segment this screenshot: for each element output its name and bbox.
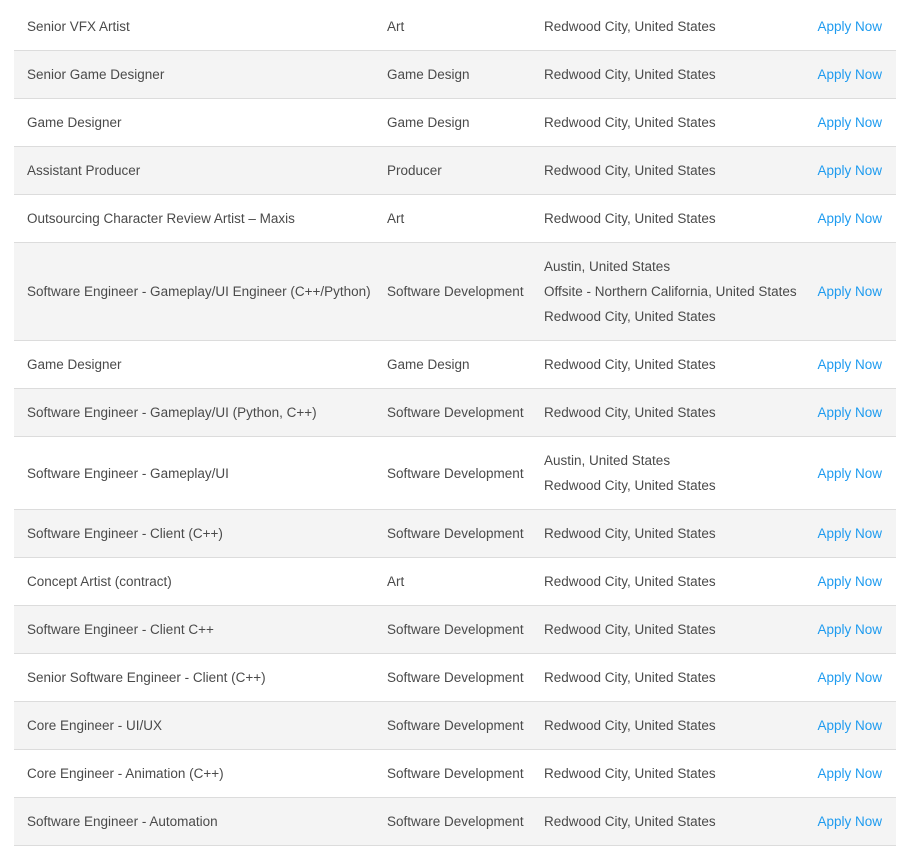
- apply-now-link[interactable]: Apply Now: [817, 526, 882, 541]
- job-row: [14, 750, 896, 798]
- job-category: Software Development: [387, 766, 524, 781]
- job-title: Senior Game Designer: [27, 67, 165, 82]
- job-location: Redwood City, United States: [544, 766, 716, 781]
- job-title: Outsourcing Character Review Artist – Maxis: [27, 211, 295, 226]
- apply-now-link[interactable]: Apply Now: [817, 814, 882, 829]
- job-location: Redwood City, United States: [544, 814, 716, 829]
- job-row: [14, 147, 896, 195]
- job-title: Software Engineer - Gameplay/UI (Python, C++): [27, 405, 317, 420]
- apply-cell: [805, 809, 882, 834]
- apply-cell: [805, 617, 882, 642]
- job-row: [14, 51, 896, 99]
- apply-cell: [805, 461, 882, 486]
- job-location: Redwood City, United States: [544, 211, 716, 226]
- job-locations: [544, 665, 805, 690]
- job-category: Software Development: [387, 284, 524, 299]
- job-location: Redwood City, United States: [544, 718, 716, 733]
- job-locations: [544, 352, 805, 377]
- job-locations: [544, 569, 805, 594]
- apply-cell: [805, 521, 882, 546]
- job-title: Senior VFX Artist: [27, 19, 130, 34]
- apply-now-link[interactable]: Apply Now: [817, 574, 882, 589]
- job-location: Redwood City, United States: [544, 526, 716, 541]
- job-category: Software Development: [387, 670, 524, 685]
- apply-cell: [805, 569, 882, 594]
- job-row: [14, 702, 896, 750]
- job-location: Austin, United States: [544, 259, 671, 274]
- job-locations: [544, 14, 805, 39]
- job-locations: [544, 158, 805, 183]
- apply-now-link[interactable]: Apply Now: [817, 211, 882, 226]
- job-title: Software Engineer - Gameplay/UI: [27, 465, 229, 481]
- job-locations: [544, 521, 805, 546]
- job-location: Redwood City, United States: [544, 405, 716, 420]
- apply-now-link[interactable]: Apply Now: [817, 766, 882, 781]
- job-title: Game Designer: [27, 357, 122, 372]
- job-row: [14, 654, 896, 702]
- apply-now-link[interactable]: Apply Now: [817, 465, 882, 481]
- job-category: Game Design: [387, 357, 470, 372]
- apply-now-link[interactable]: Apply Now: [817, 670, 882, 685]
- job-title: Senior Software Engineer - Client (C++): [27, 670, 266, 685]
- job-title: Software Engineer - Client (C++): [27, 526, 223, 541]
- apply-now-link[interactable]: Apply Now: [817, 284, 882, 299]
- job-row: [14, 389, 896, 437]
- apply-now-link[interactable]: Apply Now: [817, 718, 882, 733]
- job-row: [14, 195, 896, 243]
- job-category: Art: [387, 19, 405, 34]
- job-locations: [544, 448, 805, 498]
- job-location: Redwood City, United States: [544, 622, 716, 637]
- job-location: Redwood City, United States: [544, 163, 716, 178]
- job-locations: [544, 761, 805, 786]
- job-title: Software Engineer - Client C++: [27, 622, 214, 637]
- apply-cell: [805, 158, 882, 183]
- job-category: Game Design: [387, 67, 470, 82]
- job-locations: [544, 400, 805, 425]
- job-category: Software Development: [387, 814, 524, 829]
- job-category: Software Development: [387, 622, 524, 637]
- job-location: Redwood City, United States: [544, 574, 716, 589]
- apply-cell: [805, 62, 882, 87]
- apply-cell: [805, 665, 882, 690]
- job-location: Redwood City, United States: [544, 357, 716, 372]
- apply-now-link[interactable]: Apply Now: [817, 115, 882, 130]
- apply-cell: [805, 206, 882, 231]
- apply-cell: [805, 761, 882, 786]
- apply-cell: [805, 279, 882, 304]
- job-category: Art: [387, 574, 405, 589]
- job-title: Core Engineer - Animation (C++): [27, 766, 224, 781]
- job-title: Game Designer: [27, 115, 122, 130]
- job-row: [14, 798, 896, 846]
- job-locations: [544, 713, 805, 738]
- job-title: Concept Artist (contract): [27, 574, 172, 589]
- job-row: [14, 3, 896, 51]
- apply-now-link[interactable]: Apply Now: [817, 19, 882, 34]
- job-locations: [544, 617, 805, 642]
- job-locations: [544, 809, 805, 834]
- job-category: Game Design: [387, 115, 470, 130]
- job-row: [14, 437, 896, 510]
- job-title: Software Engineer - Automation: [27, 814, 218, 829]
- apply-cell: [805, 352, 882, 377]
- job-row: [14, 558, 896, 606]
- job-listings-table: [14, 3, 896, 846]
- job-category: Software Development: [387, 465, 524, 481]
- apply-now-link[interactable]: Apply Now: [817, 405, 882, 420]
- job-locations: [544, 110, 805, 135]
- job-category: Software Development: [387, 718, 524, 733]
- job-locations: [544, 254, 805, 329]
- apply-now-link[interactable]: Apply Now: [817, 357, 882, 372]
- job-location: Redwood City, United States: [544, 115, 716, 130]
- apply-cell: [805, 400, 882, 425]
- job-row: [14, 341, 896, 389]
- job-row: [14, 99, 896, 147]
- job-location: Austin, United States: [544, 453, 671, 468]
- job-location: Redwood City, United States: [544, 19, 716, 34]
- job-category: Software Development: [387, 405, 524, 420]
- job-row: [14, 243, 896, 341]
- job-location: Offsite - Northern California, United States: [544, 284, 797, 299]
- job-category: Art: [387, 211, 405, 226]
- apply-now-link[interactable]: Apply Now: [817, 163, 882, 178]
- job-locations: [544, 62, 805, 87]
- apply-now-link[interactable]: Apply Now: [817, 622, 882, 637]
- job-location: Redwood City, United States: [544, 670, 716, 685]
- job-title: Core Engineer - UI/UX: [27, 718, 163, 733]
- apply-cell: [805, 110, 882, 135]
- apply-cell: [805, 713, 882, 738]
- job-category: Producer: [387, 163, 442, 178]
- job-title: Assistant Producer: [27, 163, 141, 178]
- job-title: Software Engineer - Gameplay/UI Engineer (C++/Python): [27, 284, 371, 299]
- job-location: Redwood City, United States: [544, 478, 716, 493]
- job-row: [14, 510, 896, 558]
- job-category: Software Development: [387, 526, 524, 541]
- job-locations: [544, 206, 805, 231]
- apply-cell: [805, 14, 882, 39]
- job-location: Redwood City, United States: [544, 309, 716, 324]
- job-location: Redwood City, United States: [544, 67, 716, 82]
- job-row: [14, 606, 896, 654]
- apply-now-link[interactable]: Apply Now: [817, 67, 882, 82]
